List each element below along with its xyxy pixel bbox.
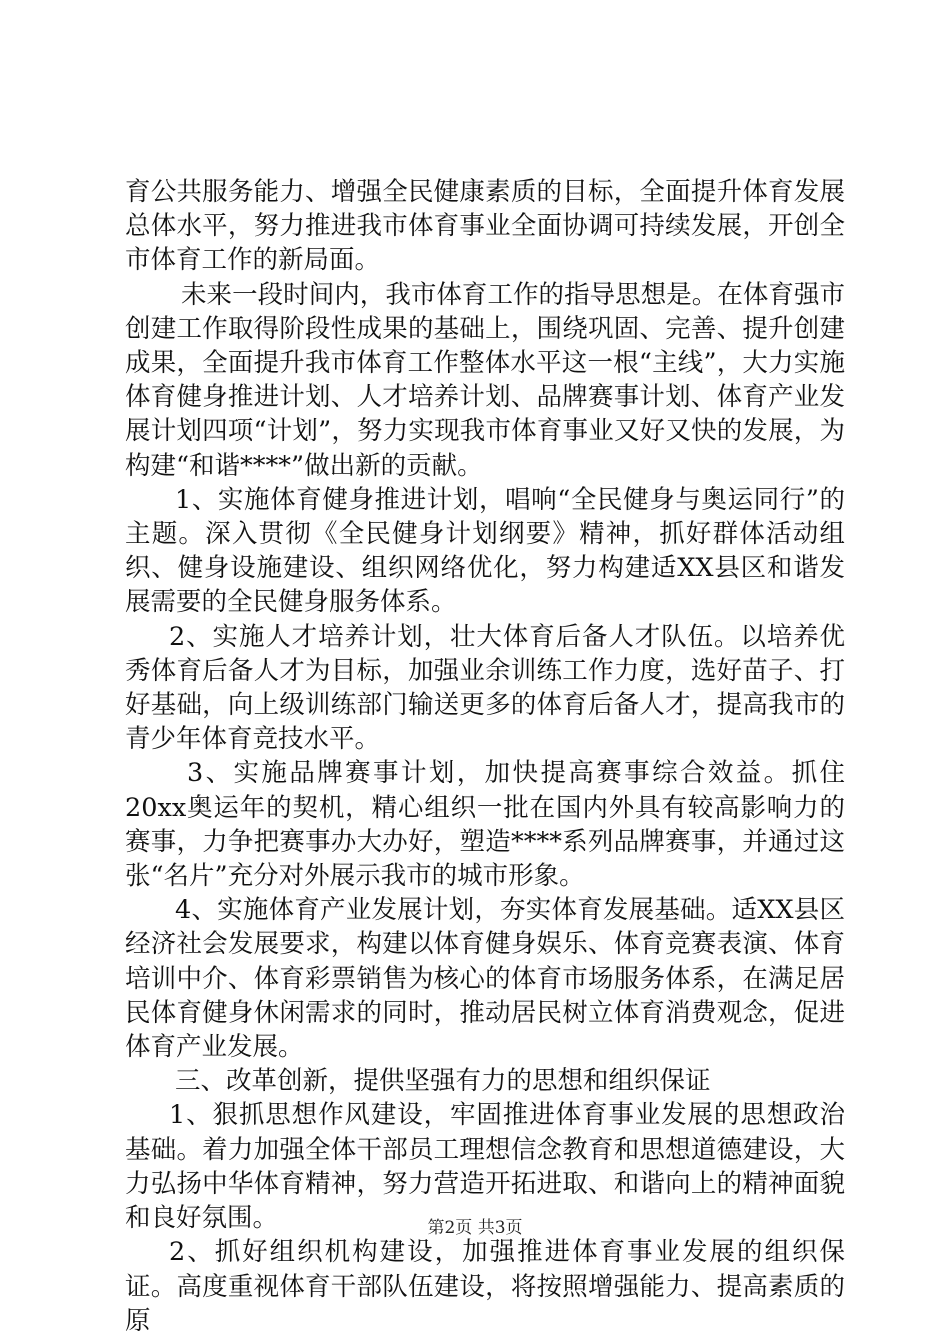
paragraph-continuation: 育公共服务能力、增强全民健康素质的目标，全面提升体育发展总体水平，努力推进我市体育事业全面协调可持续发展，开创全市体育工作的新局面。 <box>125 177 845 276</box>
page-number: 第2页 共3页 <box>427 1218 523 1238</box>
paragraph-organization-building: 2、抓好组织机构建设，加强推进体育事业发展的组织保证。高度重视体育干部队伍建设，将按照增强能力、提高素质的原 <box>125 1237 845 1336</box>
page-footer <box>0 1217 950 1239</box>
section-heading-reform: 三、改革创新，提供坚强有力的思想和组织保证 <box>175 1066 711 1097</box>
paragraph-brand-event-plan: 3、实施品牌赛事计划，加快提高赛事综合效益。抓住20xx奥运年的契机，精心组织一批在国内外具有较高影响力的赛事，力争把赛事办大办好，塑造****系列品牌赛事，并通过这张“名片”充分对外展示我市的城市形象。 <box>125 758 845 892</box>
paragraph-talent-plan: 2、实施人才培养计划，壮大体育后备人才队伍。以培养优秀体育后备人才为目标，加强业余训练工作力度，选好苗子、打好基础，向上级训练部门输送更多的体育后备人才，提高我市的青少年体育竞技水平。 <box>125 621 845 755</box>
paragraph-industry-plan: 4、实施体育产业发展计划，夯实体育发展基础。适XX县区经济社会发展要求，构建以体育健身娱乐、体育竞赛表演、体育培训中介、体育彩票销售为核心的体育市场服务体系，在满足居民体育健身休闲需求的同时，推动居民树立体育消费观念，促进体育产业发展。 <box>125 895 845 1063</box>
paragraph-ideology-building: 1、狠抓思想作风建设，牢固推进体育事业发展的思想政治基础。着力加强全体干部员工理想信念教育和思想道德建设，大力弘扬中华体育精神，努力营造开拓进取、和谐向上的精神面貌和良好氛围。 <box>125 1100 845 1234</box>
paragraph-guiding-ideology: 未来一段时间内，我市体育工作的指导思想是。在体育强市创建工作取得阶段性成果的基础上，围绕巩固、完善、提升创建成果，全面提升我市体育工作整体水平这一根“主线”，大力实施体育健身推进计划、人才培养计划、品牌赛事计划、体育产业发展计划四项“计划”，努力实现我市体育事业又好又快的发展，为构建“和谐****”做出新的贡献。 <box>125 279 845 481</box>
paragraph-fitness-plan: 1、实施体育健身推进计划，唱响“全民健身与奥运同行”的主题。深入贯彻《全民健身计划纲要》精神，抓好群体活动组织、健身设施建设、组织网络优化，努力构建适XX县区和谐发展需要的全民健身服务体系。 <box>125 484 845 618</box>
document-body <box>125 175 845 1338</box>
